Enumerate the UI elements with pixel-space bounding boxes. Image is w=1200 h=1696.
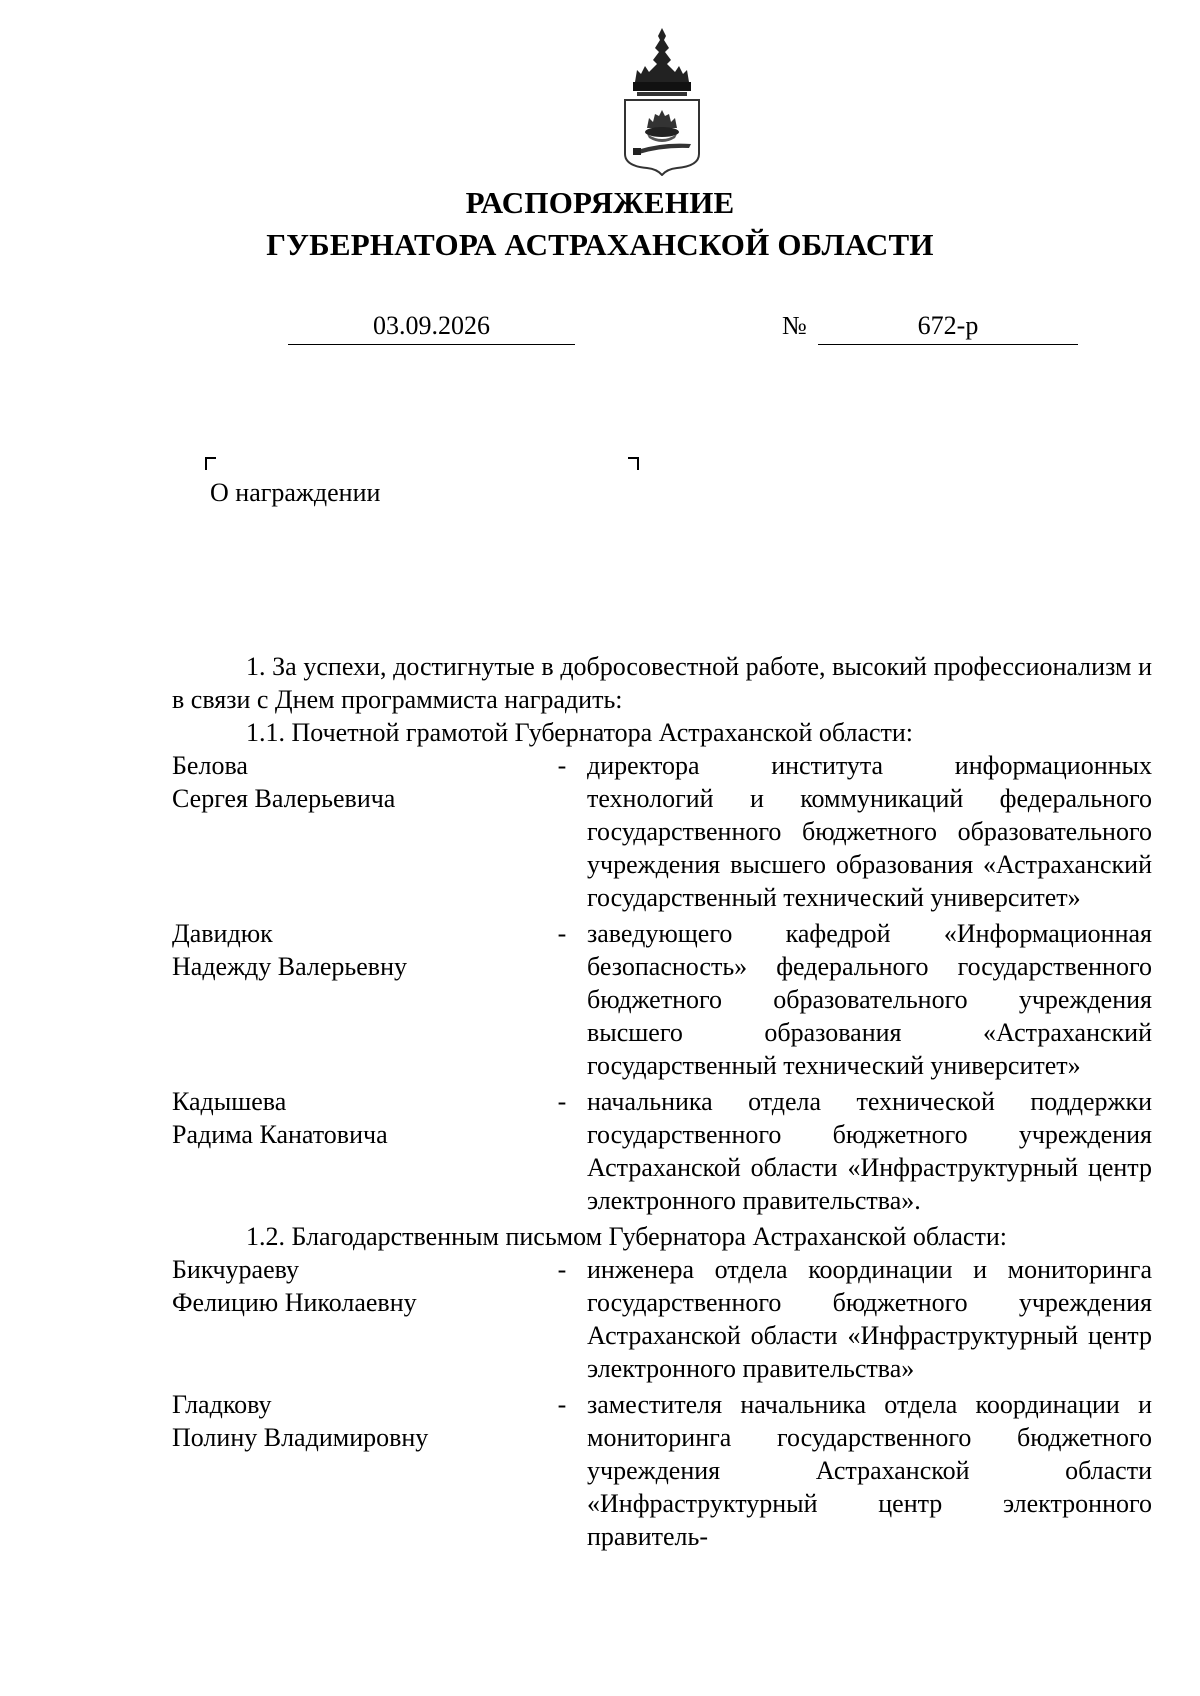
awardee-surname: Белова	[172, 751, 248, 780]
document-body	[172, 650, 1152, 1553]
award-entry	[172, 749, 1152, 914]
awardee-given-names: Фелицию Николаевну	[172, 1288, 417, 1317]
award-entry	[172, 1253, 1152, 1385]
issuer-title: ГУБЕРНАТОРА АСТРАХАНСКОЙ ОБЛАСТИ	[266, 227, 934, 262]
document-subject: О награждении	[210, 478, 381, 507]
number-sign: №	[782, 311, 807, 340]
document-type-title: РАСПОРЯЖЕНИЕ	[465, 185, 735, 220]
awardee-position: директора института информационных технологий и коммуникаций федерального государственного бюджетного образовательного учреждения высшего образования «Астраханский государственный технический университет»	[587, 751, 1152, 912]
awardee-name	[172, 1253, 537, 1385]
paragraph-1: 1. За успехи, достигнутые в добросовестной работе, высокий профессионализм и в связи с Днем программиста наградить:	[172, 652, 1152, 714]
awardee-position: заместителя начальника отдела координации и мониторинга государственного бюджетного учреждения Астраханской области «Инфраструктурный центр электронного правитель-	[587, 1390, 1152, 1551]
entry-dash: -	[557, 1255, 567, 1284]
document-number: 672-р	[818, 308, 1078, 345]
awardee-given-names: Полину Владимировну	[172, 1423, 429, 1452]
awardee-position: заведующего кафедрой «Информационная безопасность» федерального государственного бюджетного образовательного учреждения высшего образования «Астраханский государственный технический университет»	[587, 919, 1152, 1080]
award-entry	[172, 1085, 1152, 1217]
awardee-given-names: Надежду Валерьевну	[172, 952, 407, 981]
awardee-name	[172, 917, 537, 1082]
awardee-position: начальника отдела технической поддержки государственного бюджетного учреждения Астраханской области «Инфраструктурный центр электронного правительства».	[587, 1087, 1152, 1215]
award-entry	[172, 917, 1152, 1082]
entry-dash: -	[557, 1087, 567, 1116]
awardee-surname: Кадышева	[172, 1087, 287, 1116]
awardee-given-names: Сергея Валерьевича	[172, 784, 396, 813]
entry-dash: -	[557, 919, 567, 948]
entry-dash: -	[557, 1390, 567, 1419]
awardee-given-names: Радима Канатовича	[172, 1120, 388, 1149]
entry-dash: -	[557, 751, 567, 780]
awardee-surname: Бикчураеву	[172, 1255, 300, 1284]
document-date: 03.09.2026	[288, 308, 575, 345]
awardee-surname: Гладкову	[172, 1390, 272, 1419]
awardee-name	[172, 749, 537, 914]
section-1-1-heading: 1.1. Почетной грамотой Губернатора Астраханской области:	[246, 718, 914, 747]
subject-corner-left	[205, 457, 216, 470]
awardee-name	[172, 1388, 537, 1553]
awardee-position: инженера отдела координации и мониторинга государственного бюджетного учреждения Астраханской области «Инфраструктурный центр электронного правительства»	[587, 1255, 1152, 1383]
awardee-surname: Давидюк	[172, 919, 273, 948]
section-1-2-heading: 1.2. Благодарственным письмом Губернатора Астраханской области:	[246, 1222, 1007, 1251]
subject-corner-right	[628, 457, 639, 470]
award-entry	[172, 1388, 1152, 1553]
astrakhan-coat-of-arms-icon	[617, 26, 707, 176]
awardee-name	[172, 1085, 537, 1217]
